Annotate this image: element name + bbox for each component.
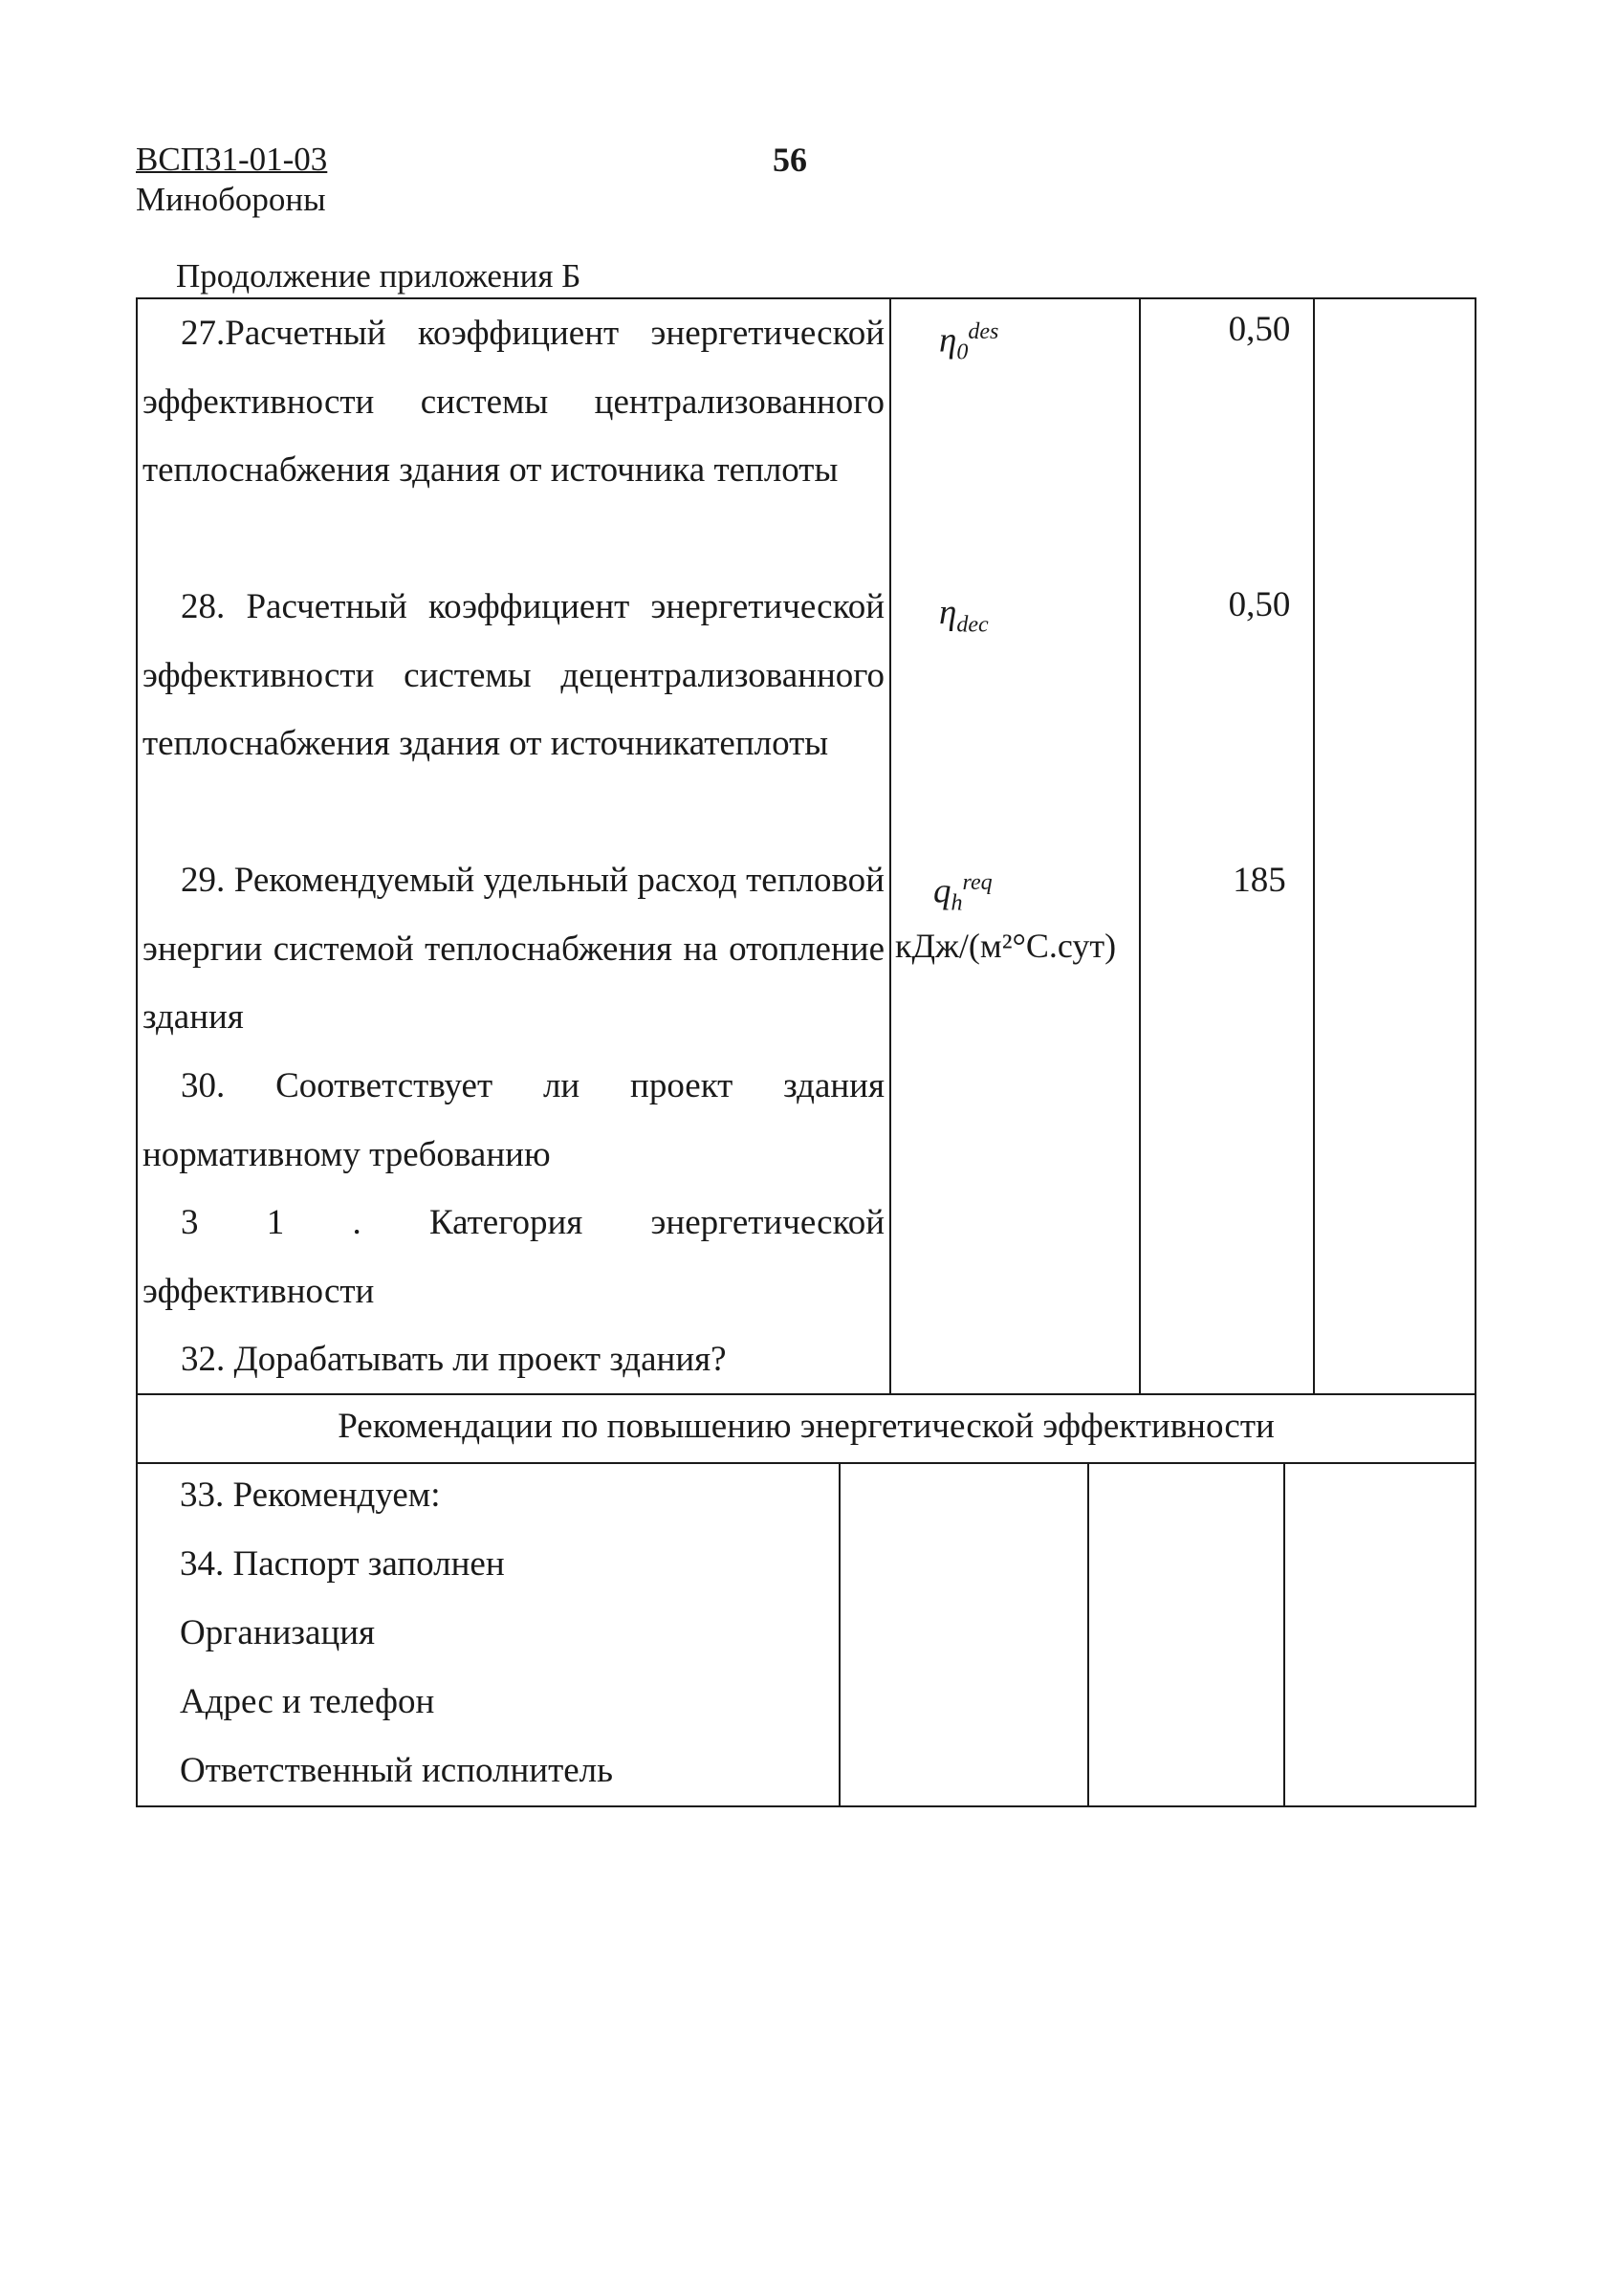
item-33-text: 33. Рекомендуем: [180, 1476, 441, 1515]
indicators-table [136, 297, 1476, 1395]
recommendations-table [136, 1462, 1476, 1807]
document-code: ВСП31-01-03 [136, 141, 328, 178]
responsible-executor-label: Ответственный исполнитель [180, 1751, 613, 1790]
continuation-label: Продолжение приложения Б [176, 257, 581, 295]
item-29-text: 29. Рекомендуемый удельный расход тепловой энергии системой теплоснабжения на отопление здания [142, 861, 885, 1037]
item-32-text: 32. Дорабатывать ли проект здания? [181, 1340, 727, 1379]
column-divider [889, 299, 891, 1393]
recommendations-title: Рекомендации по повышению энергетической эффективности [338, 1407, 1275, 1446]
ministry-name: Минобороны [136, 181, 326, 218]
item-29-unit: кДж/(м²°С.сут) [895, 927, 1117, 965]
item-27-value: 0,50 [1228, 310, 1291, 349]
q-h-req-symbol: $q_h^{req}$ [933, 870, 993, 916]
recommendations-header-row [136, 1393, 1476, 1464]
address-phone-label: Адрес и телефон [180, 1682, 435, 1721]
item-29-value: 185 [1233, 861, 1286, 900]
organization-label: Организация [180, 1613, 376, 1652]
item-30-text: 30. Соответствует ли проект здания нормативному требованию [142, 1066, 885, 1174]
item-27-text: 27.Расчетный коэффициент энергетической эффективности системы централизованного теплоснабжения здания от источника теплоты [142, 314, 885, 490]
item-28-value: 0,50 [1228, 585, 1291, 624]
item-28-text: 28. Расчетный коэффициент энергетической эффективности системы децентрализованного теплоснабжения здания от источникатеплоты [142, 587, 885, 763]
column-divider [839, 1462, 841, 1805]
column-divider [1313, 299, 1315, 1393]
page-number: 56 [773, 141, 807, 179]
item-31-text: 3 1 . Категория энергетической эффективности [142, 1203, 885, 1311]
eta-des-symbol: $\eta_0^{des}$ [939, 319, 999, 365]
eta-dec-symbol: $\eta_{dec}$ [939, 593, 989, 638]
column-divider [1283, 1462, 1285, 1805]
column-divider [1087, 1462, 1089, 1805]
column-divider [1139, 299, 1141, 1393]
item-34-text: 34. Паспорт заполнен [180, 1544, 505, 1584]
